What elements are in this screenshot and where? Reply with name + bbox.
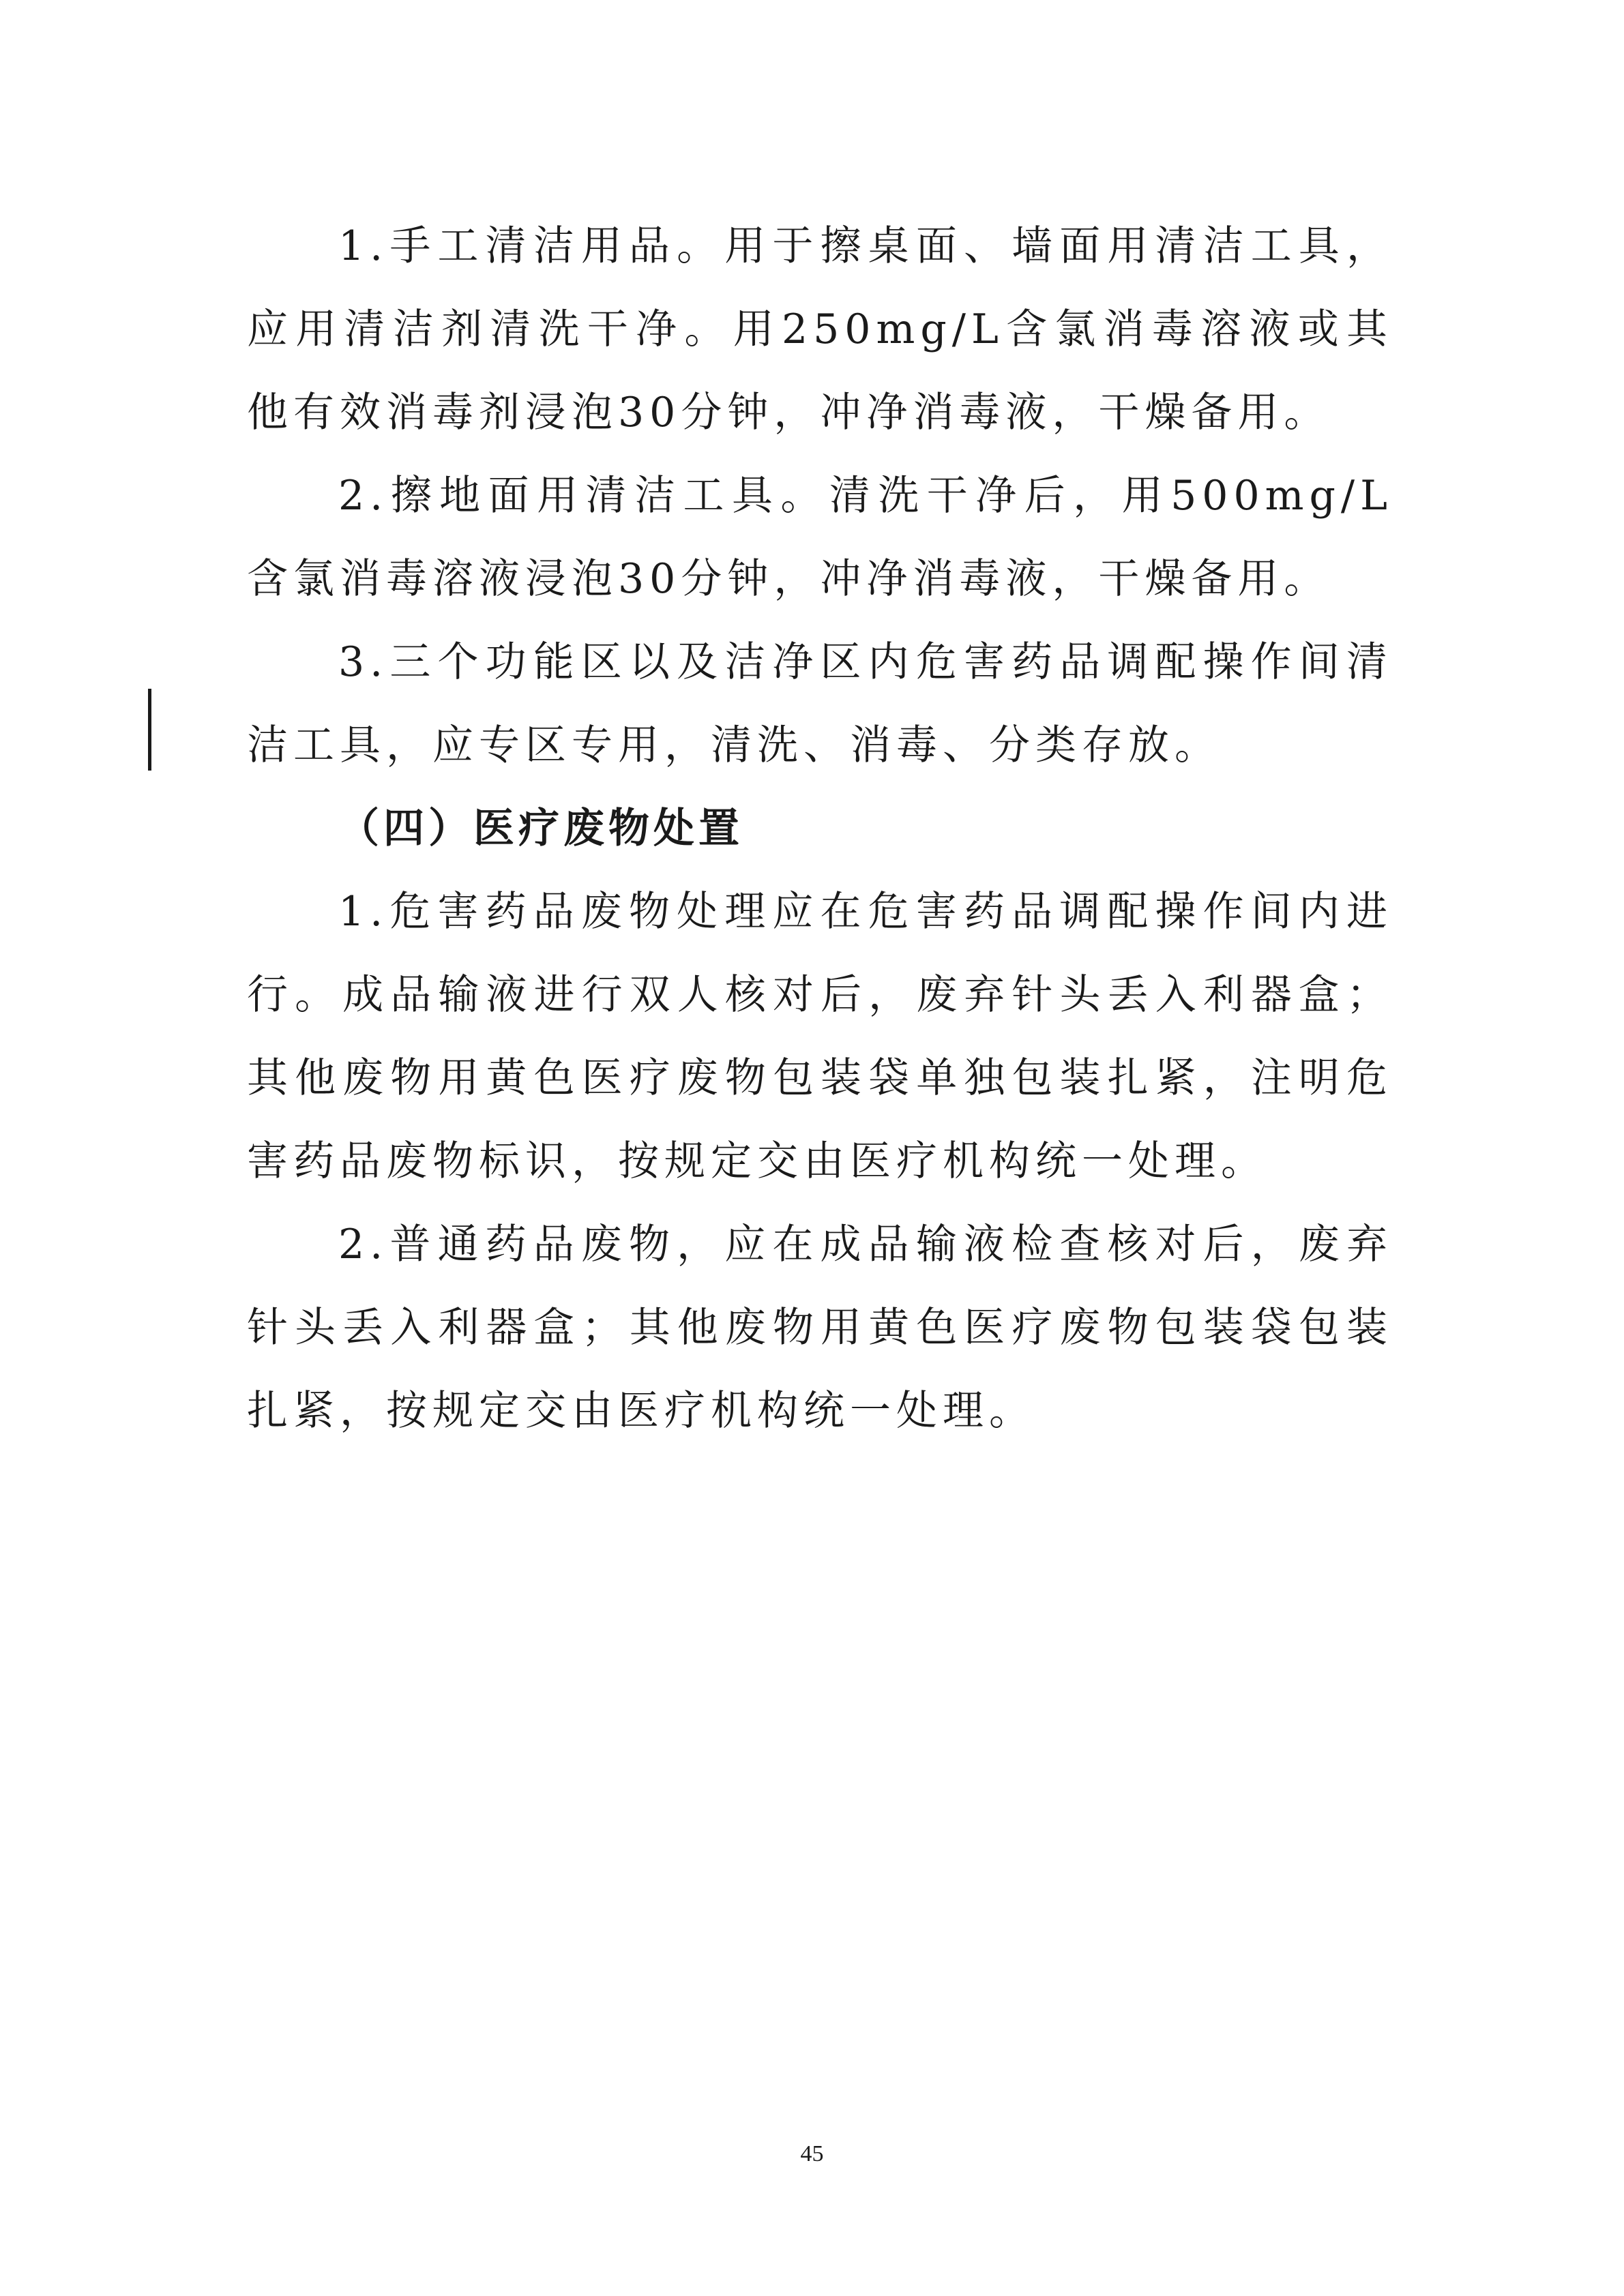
section-heading: （四）医疗废物处置 [338, 805, 743, 852]
paragraph-cleaning-tools-zones: 3.三个功能区以及洁净区内危害药品调配操作间清洁工具，应专区专用，清洗、消毒、分类存放。 [247, 638, 1393, 769]
revision-margin-bar [148, 689, 151, 771]
paragraph-hazardous-waste: 1.危害药品废物处理应在危害药品调配操作间内进行。成品输液进行双人核对后，废弃针头丢入利器盒；其他废物用黄色医疗废物包装袋单独包装扎紧，注明危害药品废物标识，按规定交由医疗机构统一处理。 [247, 888, 1393, 1185]
body-text [247, 205, 1393, 1452]
paragraph-general-waste: 2.普通药品废物，应在成品输液检查核对后，废弃针头丢入利器盒；其他废物用黄色医疗废物包装袋包装扎紧，按规定交由医疗机构统一处理。 [247, 1221, 1393, 1435]
page-number: 45 [800, 2141, 824, 2166]
paragraph-cleaning-tools-hand: 1.手工清洁用品。用于擦桌面、墙面用清洁工具，应用清洁剂清洗干净。用250mg/L含氯消毒溶液或其他有效消毒剂浸泡30分钟，冲净消毒液，干燥备用。 [247, 222, 1393, 436]
paragraph-cleaning-tools-floor: 2.擦地面用清洁工具。清洗干净后，用500mg/L含氯消毒溶液浸泡30分钟，冲净消毒液，干燥备用。 [247, 472, 1393, 603]
